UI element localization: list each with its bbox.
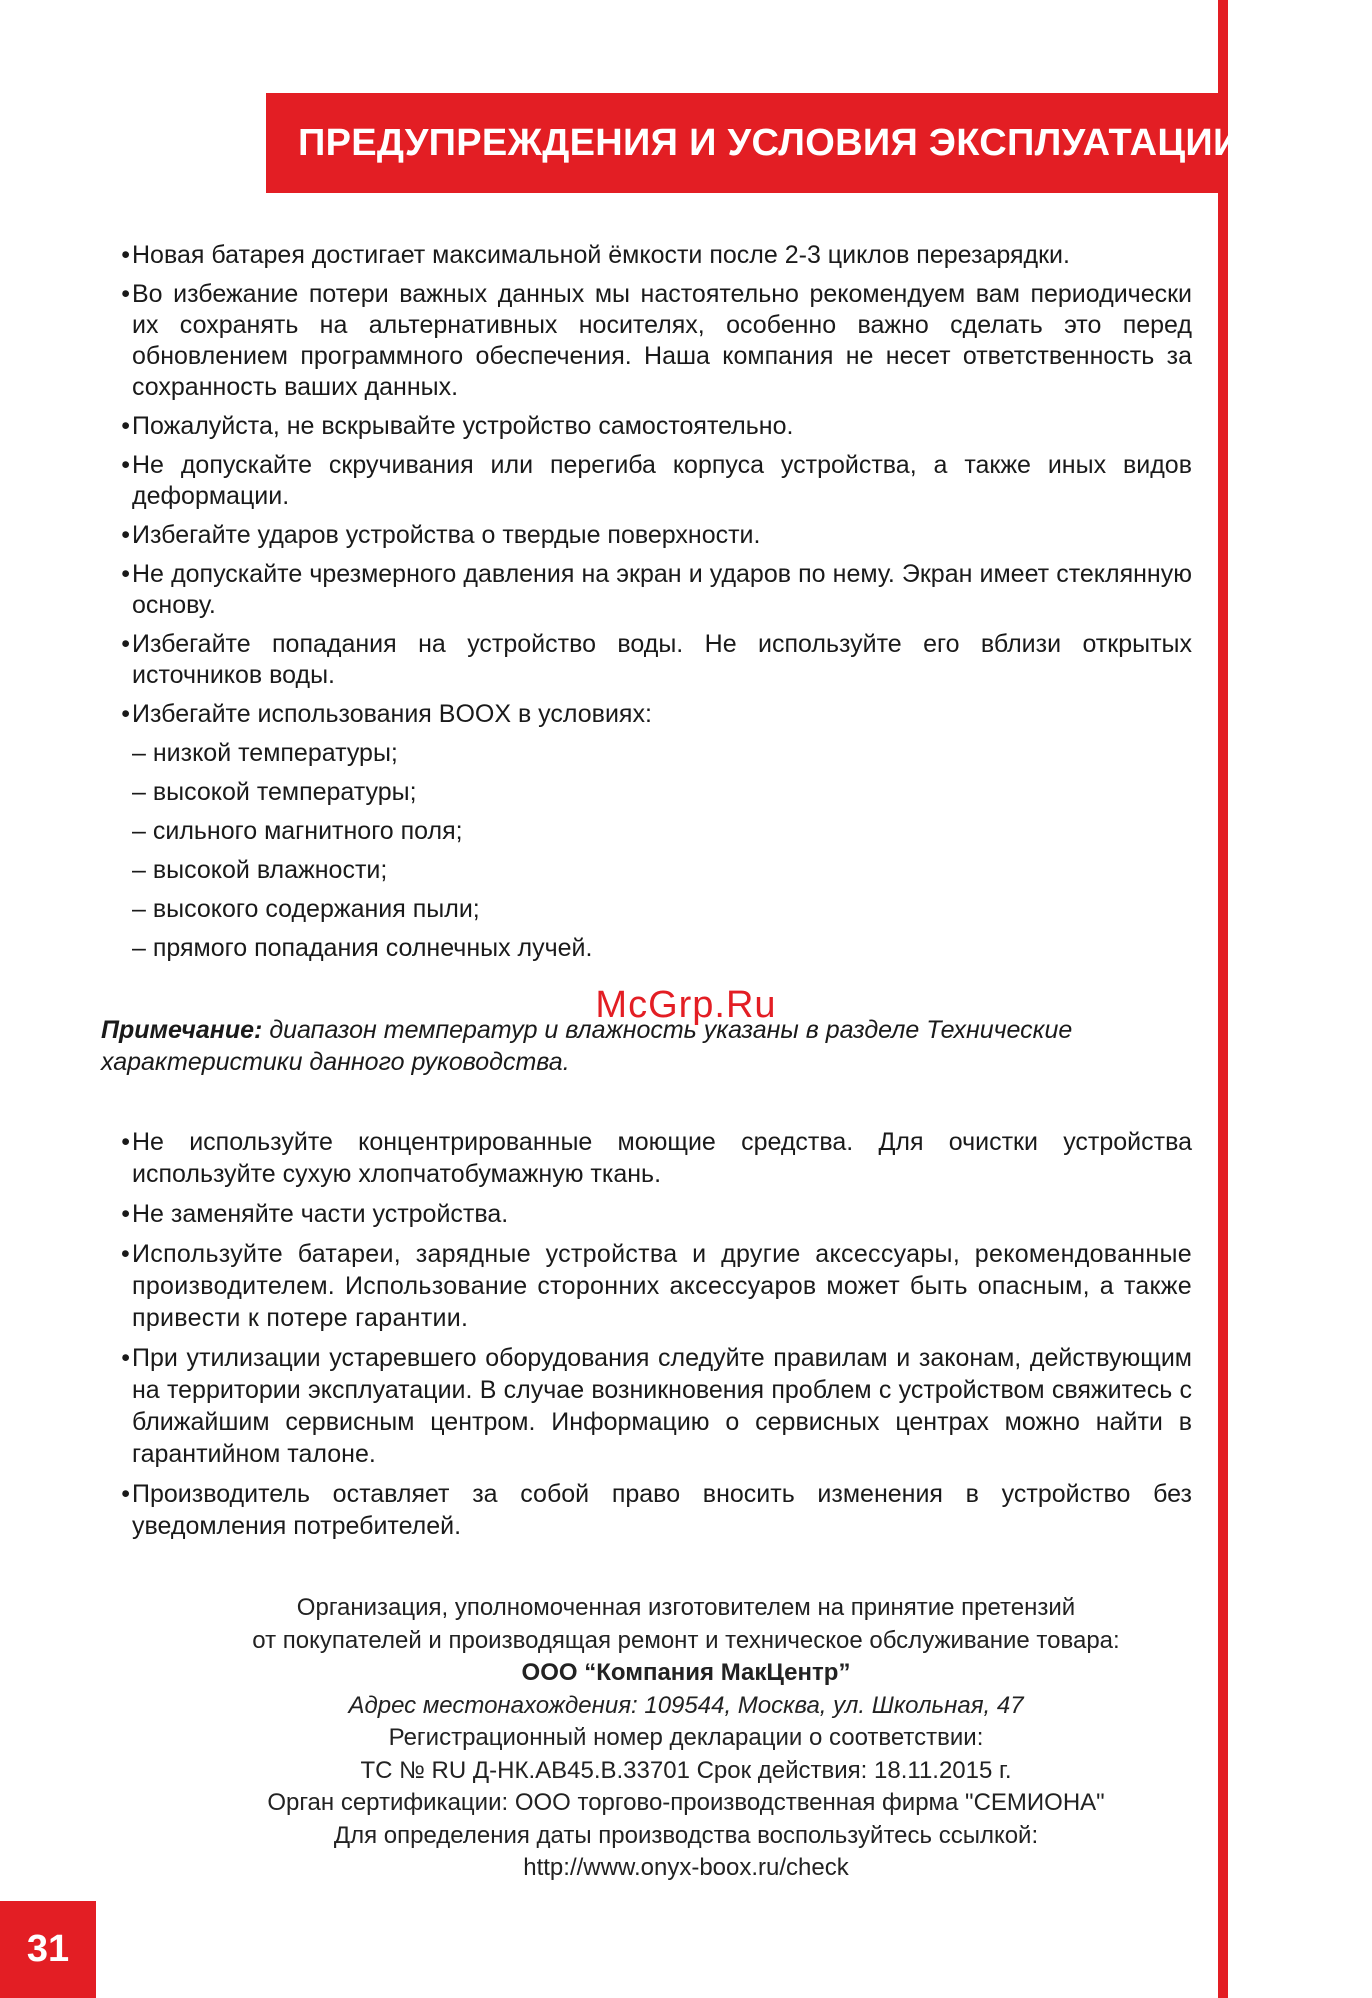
page-number: 31 (26, 1928, 70, 1970)
list-item (99, 1478, 1192, 1542)
item-text: Избегайте ударов устройства о твердые поверхности. (132, 521, 761, 549)
list-item (99, 411, 1192, 442)
dash: – (132, 817, 146, 845)
condition-item (99, 894, 1192, 925)
condition-item (99, 777, 1192, 808)
condition-item (99, 855, 1192, 886)
list-item (99, 1342, 1192, 1470)
bullet: • (121, 280, 130, 308)
watermark: McGrp.Ru (595, 984, 777, 1026)
condition-text: прямого попадания солнечных лучей. (152, 934, 593, 962)
bullet: • (121, 1128, 130, 1156)
item-text: При утилизации устаревшего оборудования следуйте правилам и законам, действующим на территории эксплуатации. В случае возникновения проблем с устройством свяжитесь с ближайшим сервисным центром. Информацию о сервисных центрах можно найти в гарантийном талоне. (132, 1344, 1192, 1468)
section-header (266, 93, 1241, 193)
note (101, 1014, 1191, 1078)
care-list (99, 1126, 1192, 1550)
warnings-list (99, 240, 1192, 972)
bullet: • (121, 630, 130, 658)
item-text: Используйте батареи, зарядные устройства и другие аксессуары, рекомендованные производителем. Использование сторонних аксессуаров может быть опасным, а также привести к потере гарантии. (132, 1240, 1192, 1332)
bullet: • (121, 560, 130, 588)
list-item (99, 1126, 1192, 1190)
list-item (99, 629, 1192, 691)
list-item (99, 240, 1192, 271)
bullet: • (121, 1480, 130, 1508)
dash: – (132, 778, 146, 806)
dash: – (132, 934, 146, 962)
list-item (99, 520, 1192, 551)
service-info (0, 1592, 1372, 1885)
footer-line: Регистрационный номер декларации о соответствии: (388, 1724, 984, 1751)
item-text: Не допускайте скручивания или перегиба корпуса устройства, а также иных видов деформации. (132, 451, 1192, 510)
dash: – (132, 895, 146, 923)
condition-text: высокой влажности; (152, 856, 388, 884)
item-text: Производитель оставляет за собой право вносить изменения в устройство без уведомления потребителей. (132, 1480, 1192, 1540)
footer-line: ТС № RU Д-НК.АВ45.В.33701 Срок действия: 18.11.2015 г. (360, 1756, 1012, 1784)
footer-line: Для определения даты производства воспользуйтесь ссылкой: (333, 1821, 1039, 1849)
bullet: • (120, 1240, 130, 1268)
footer-line: Орган сертификации: ООО торгово-производственная фирма "СЕМИОНА" (267, 1789, 1105, 1816)
item-text: Не используйте концентрированные моющие средства. Для очистки устройства используйте сухую хлопчатобумажную ткань. (132, 1128, 1192, 1188)
footer-line: Организация, уполномоченная изготовителем на принятие претензий (296, 1594, 1076, 1621)
bullet: • (121, 1344, 130, 1372)
item-text: Не заменяйте части устройства. (132, 1200, 509, 1228)
bullet: • (121, 1200, 130, 1228)
list-item (99, 450, 1192, 512)
item-text: Пожалуйста, не вскрывайте устройство самостоятельно. (132, 412, 794, 440)
list-item (99, 559, 1192, 621)
item-text: Не допускайте чрезмерного давления на экран и ударов по нему. Экран имеет стеклянную основу. (132, 560, 1192, 619)
page-title: ПРЕДУПРЕЖДЕНИЯ И УСЛОВИЯ ЭКСПЛУАТАЦИИ (298, 121, 1241, 164)
note-text: диапазон температур и влажность указаны в разделе Технические характеристики данного руководства. (101, 1016, 1073, 1076)
dash: – (132, 856, 146, 884)
company-address: Адрес местонахождения: 109544, Москва, ул. Школьная, 47 (348, 1691, 1024, 1719)
bullet: • (121, 521, 130, 549)
company-name: ООО “Компания МакЦентр” (521, 1659, 851, 1686)
condition-item (99, 816, 1192, 847)
item-text: Во избежание потери важных данных мы настоятельно рекомендуем вам периодически их сохранять на альтернативных носителях, особенно важно сделать это перед обновлением программного обеспечения. Наша компания не несет ответственность за сохранность ваших данных. (132, 280, 1192, 401)
condition-text: низкой температуры; (152, 739, 398, 767)
bullet: • (121, 241, 130, 269)
bullet: • (121, 451, 130, 479)
page-number-box (0, 1901, 96, 1998)
condition-text: высокого содержания пыли; (152, 895, 480, 923)
bullet: • (121, 700, 130, 728)
condition-text: сильного магнитного поля; (152, 817, 463, 845)
check-link[interactable]: http://www.onyx-boox.ru/check (523, 1854, 849, 1881)
list-item (99, 279, 1192, 403)
condition-item (99, 738, 1192, 769)
condition-text: высокой температуры; (152, 778, 417, 806)
note-label: Примечание: (101, 1016, 263, 1044)
item-text: Избегайте использования BOOX в условиях: (132, 700, 652, 728)
list-item (99, 1238, 1192, 1334)
list-item (99, 1198, 1192, 1230)
item-text: Избегайте попадания на устройство воды. Не используйте его вблизи открытых источников воды. (132, 630, 1192, 689)
list-item (99, 699, 1192, 730)
dash: – (132, 739, 146, 767)
bullet: • (121, 412, 130, 440)
condition-item (99, 933, 1192, 964)
item-text: Новая батарея достигает максимальной ёмкости после 2-3 циклов перезарядки. (132, 241, 1070, 269)
footer-line: от покупателей и производящая ремонт и техническое обслуживание товара: (252, 1626, 1120, 1654)
